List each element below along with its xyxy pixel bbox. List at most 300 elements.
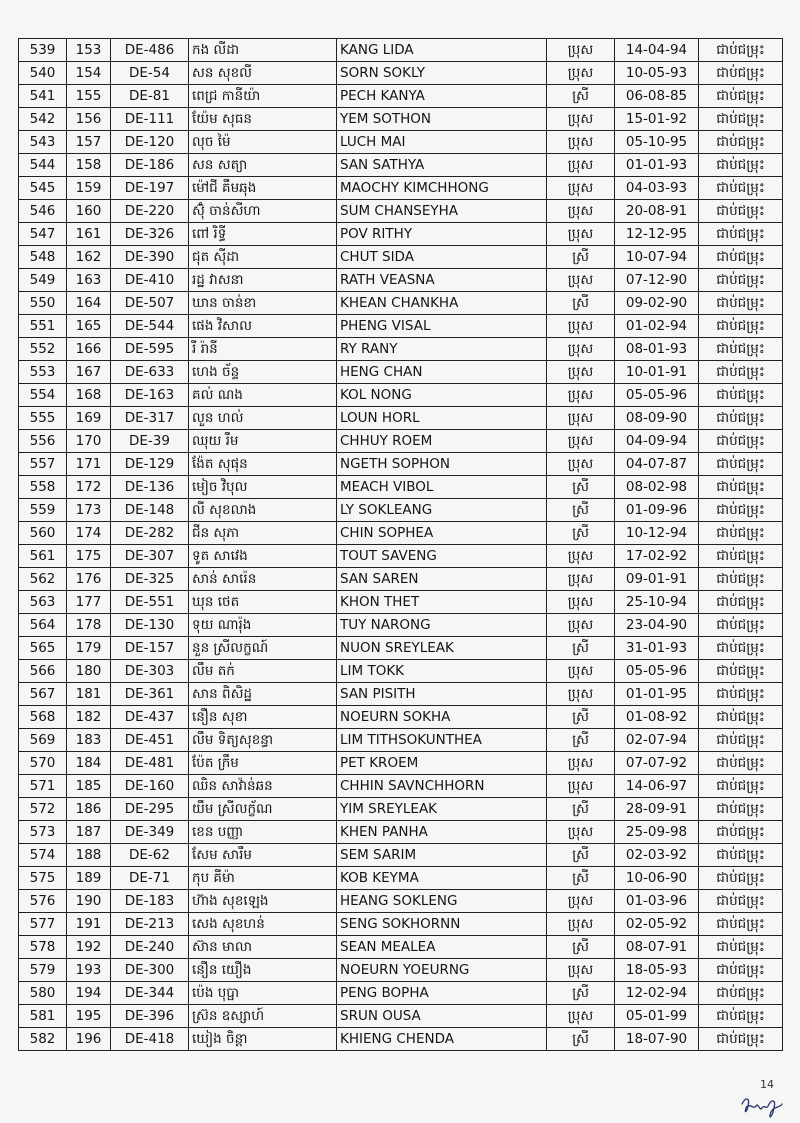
row-number: 560 — [19, 522, 67, 545]
name-latin: LIM TOKK — [337, 660, 547, 683]
result-status: ជាប់ជម្រុះ — [699, 591, 783, 614]
candidate-code: DE-213 — [111, 913, 189, 936]
date-of-birth: 04-03-93 — [615, 177, 699, 200]
gender: ស្រី — [547, 476, 615, 499]
result-status: ជាប់ជម្រុះ — [699, 499, 783, 522]
row-number: 575 — [19, 867, 67, 890]
result-status: ជាប់ជម្រុះ — [699, 1028, 783, 1051]
result-status: ជាប់ជម្រុះ — [699, 108, 783, 131]
name-latin: CHUT SIDA — [337, 246, 547, 269]
candidate-code: DE-390 — [111, 246, 189, 269]
row-number: 541 — [19, 85, 67, 108]
date-of-birth: 14-04-94 — [615, 39, 699, 62]
name-latin: POV RITHY — [337, 223, 547, 246]
name-latin: NGETH SOPHON — [337, 453, 547, 476]
name-latin: SEM SARIM — [337, 844, 547, 867]
date-of-birth: 02-05-92 — [615, 913, 699, 936]
sequence-number: 186 — [67, 798, 111, 821]
name-latin: YIM SREYLEAK — [337, 798, 547, 821]
result-status: ជាប់ជម្រុះ — [699, 637, 783, 660]
result-status: ជាប់ជម្រុះ — [699, 131, 783, 154]
date-of-birth: 12-12-95 — [615, 223, 699, 246]
table-row — [19, 476, 783, 499]
gender: ស្រី — [547, 85, 615, 108]
date-of-birth: 01-01-93 — [615, 154, 699, 177]
row-number: 581 — [19, 1005, 67, 1028]
date-of-birth: 31-01-93 — [615, 637, 699, 660]
table-row — [19, 361, 783, 384]
date-of-birth: 07-07-92 — [615, 752, 699, 775]
name-khmer: កង លីដា — [189, 39, 337, 62]
candidate-code: DE-633 — [111, 361, 189, 384]
sequence-number: 165 — [67, 315, 111, 338]
candidate-code: DE-481 — [111, 752, 189, 775]
candidate-code: DE-396 — [111, 1005, 189, 1028]
candidate-code: DE-507 — [111, 292, 189, 315]
row-number: 561 — [19, 545, 67, 568]
name-latin: KHON THET — [337, 591, 547, 614]
name-latin: KHIENG CHENDA — [337, 1028, 547, 1051]
result-status: ជាប់ជម្រុះ — [699, 1005, 783, 1028]
name-latin: TUY NARONG — [337, 614, 547, 637]
gender: ប្រុស — [547, 1005, 615, 1028]
row-number: 578 — [19, 936, 67, 959]
result-status: ជាប់ជម្រុះ — [699, 798, 783, 821]
date-of-birth: 17-02-92 — [615, 545, 699, 568]
date-of-birth: 01-09-96 — [615, 499, 699, 522]
name-latin: TOUT SAVENG — [337, 545, 547, 568]
name-latin: PECH KANYA — [337, 85, 547, 108]
result-status: ជាប់ជម្រុះ — [699, 844, 783, 867]
sequence-number: 162 — [67, 246, 111, 269]
name-khmer: ពេជ្រ កានីយ៉ា — [189, 85, 337, 108]
gender: ប្រុស — [547, 407, 615, 430]
name-khmer: យឹម ស្រីលក្ខ័ណ — [189, 798, 337, 821]
result-status: ជាប់ជម្រុះ — [699, 913, 783, 936]
date-of-birth: 18-07-90 — [615, 1028, 699, 1051]
name-latin: NUON SREYLEAK — [337, 637, 547, 660]
candidate-code: DE-282 — [111, 522, 189, 545]
result-status: ជាប់ជម្រុះ — [699, 752, 783, 775]
candidate-code: DE-163 — [111, 384, 189, 407]
result-status: ជាប់ជម្រុះ — [699, 775, 783, 798]
name-khmer: ឃាន ចាន់ខា — [189, 292, 337, 315]
table-row — [19, 430, 783, 453]
sequence-number: 195 — [67, 1005, 111, 1028]
gender: ប្រុស — [547, 959, 615, 982]
result-status: ជាប់ជម្រុះ — [699, 85, 783, 108]
sequence-number: 183 — [67, 729, 111, 752]
name-khmer: ជីន សុភា — [189, 522, 337, 545]
sequence-number: 158 — [67, 154, 111, 177]
name-khmer: ហ៊ាង សុខឡេង — [189, 890, 337, 913]
candidate-code: DE-62 — [111, 844, 189, 867]
table-row — [19, 384, 783, 407]
table-row — [19, 108, 783, 131]
name-latin: CHHUY ROEM — [337, 430, 547, 453]
page-number: 14 — [760, 1078, 774, 1091]
candidate-code: DE-160 — [111, 775, 189, 798]
candidate-code: DE-486 — [111, 39, 189, 62]
table-row — [19, 223, 783, 246]
date-of-birth: 25-09-98 — [615, 821, 699, 844]
name-khmer: លឹម ទិត្យសុខន្ធា — [189, 729, 337, 752]
candidate-code: DE-451 — [111, 729, 189, 752]
table-row — [19, 62, 783, 85]
gender: ស្រី — [547, 499, 615, 522]
gender: ប្រុស — [547, 338, 615, 361]
candidate-code: DE-220 — [111, 200, 189, 223]
sequence-number: 182 — [67, 706, 111, 729]
row-number: 563 — [19, 591, 67, 614]
result-status: ជាប់ជម្រុះ — [699, 568, 783, 591]
date-of-birth: 04-09-94 — [615, 430, 699, 453]
date-of-birth: 01-01-95 — [615, 683, 699, 706]
name-khmer: លុច ម៉ៃ — [189, 131, 337, 154]
name-khmer: ខេន បញ្ញា — [189, 821, 337, 844]
table-row — [19, 1028, 783, 1051]
sequence-number: 181 — [67, 683, 111, 706]
sequence-number: 164 — [67, 292, 111, 315]
sequence-number: 168 — [67, 384, 111, 407]
gender: ប្រុស — [547, 384, 615, 407]
row-number: 546 — [19, 200, 67, 223]
sequence-number: 171 — [67, 453, 111, 476]
name-latin: NOEURN SOKHA — [337, 706, 547, 729]
date-of-birth: 10-12-94 — [615, 522, 699, 545]
row-number: 555 — [19, 407, 67, 430]
table-row — [19, 338, 783, 361]
row-number: 542 — [19, 108, 67, 131]
table-row — [19, 499, 783, 522]
name-khmer: ជុត ស៊ីដា — [189, 246, 337, 269]
gender: ប្រុស — [547, 614, 615, 637]
name-latin: SAN PISITH — [337, 683, 547, 706]
result-status: ជាប់ជម្រុះ — [699, 292, 783, 315]
gender: ប្រុស — [547, 62, 615, 85]
table-row — [19, 39, 783, 62]
name-khmer: សាន ពិសិដ្ឋ — [189, 683, 337, 706]
name-latin: MAOCHY KIMCHHONG — [337, 177, 547, 200]
name-latin: KANG LIDA — [337, 39, 547, 62]
sequence-number: 179 — [67, 637, 111, 660]
row-number: 547 — [19, 223, 67, 246]
candidate-code: DE-39 — [111, 430, 189, 453]
sequence-number: 196 — [67, 1028, 111, 1051]
candidate-code: DE-325 — [111, 568, 189, 591]
date-of-birth: 04-07-87 — [615, 453, 699, 476]
gender: ស្រី — [547, 982, 615, 1005]
candidate-code: DE-186 — [111, 154, 189, 177]
name-khmer: ស៊ាន មាលា — [189, 936, 337, 959]
date-of-birth: 12-02-94 — [615, 982, 699, 1005]
candidate-code: DE-129 — [111, 453, 189, 476]
result-status: ជាប់ជម្រុះ — [699, 729, 783, 752]
table-body — [19, 39, 783, 1051]
sequence-number: 172 — [67, 476, 111, 499]
table-row — [19, 890, 783, 913]
name-khmer: លួន ហល់ — [189, 407, 337, 430]
candidate-code: DE-157 — [111, 637, 189, 660]
date-of-birth: 10-01-91 — [615, 361, 699, 384]
row-number: 558 — [19, 476, 67, 499]
result-status: ជាប់ជម្រុះ — [699, 890, 783, 913]
candidate-code: DE-81 — [111, 85, 189, 108]
table-row — [19, 200, 783, 223]
name-khmer: លី សុខលាង — [189, 499, 337, 522]
date-of-birth: 05-05-96 — [615, 660, 699, 683]
gender: ប្រុស — [547, 223, 615, 246]
date-of-birth: 02-07-94 — [615, 729, 699, 752]
row-number: 553 — [19, 361, 67, 384]
row-number: 573 — [19, 821, 67, 844]
result-status: ជាប់ជម្រុះ — [699, 821, 783, 844]
gender: ស្រី — [547, 706, 615, 729]
result-status: ជាប់ជម្រុះ — [699, 522, 783, 545]
result-status: ជាប់ជម្រុះ — [699, 660, 783, 683]
sequence-number: 177 — [67, 591, 111, 614]
name-khmer: សេង សុខហន់ — [189, 913, 337, 936]
table-row — [19, 453, 783, 476]
sequence-number: 157 — [67, 131, 111, 154]
gender: ប្រុស — [547, 683, 615, 706]
name-khmer: សាន់ សារ៉េន — [189, 568, 337, 591]
date-of-birth: 15-01-92 — [615, 108, 699, 131]
table-row — [19, 407, 783, 430]
name-latin: CHHIN SAVNCHHORN — [337, 775, 547, 798]
sequence-number: 187 — [67, 821, 111, 844]
date-of-birth: 28-09-91 — [615, 798, 699, 821]
gender: ស្រី — [547, 867, 615, 890]
result-status: ជាប់ជម្រុះ — [699, 867, 783, 890]
table-row — [19, 154, 783, 177]
sequence-number: 180 — [67, 660, 111, 683]
date-of-birth: 01-02-94 — [615, 315, 699, 338]
sequence-number: 185 — [67, 775, 111, 798]
gender: ប្រុស — [547, 568, 615, 591]
gender: ស្រី — [547, 729, 615, 752]
candidate-code: DE-197 — [111, 177, 189, 200]
result-status: ជាប់ជម្រុះ — [699, 476, 783, 499]
name-latin: LOUN HORL — [337, 407, 547, 430]
sequence-number: 193 — [67, 959, 111, 982]
table-row — [19, 568, 783, 591]
row-number: 554 — [19, 384, 67, 407]
sequence-number: 194 — [67, 982, 111, 1005]
gender: ស្រី — [547, 522, 615, 545]
name-latin: MEACH VIBOL — [337, 476, 547, 499]
name-khmer: ទុយ ណារ៉ុង — [189, 614, 337, 637]
date-of-birth: 05-05-96 — [615, 384, 699, 407]
gender: ប្រុស — [547, 269, 615, 292]
table-row — [19, 591, 783, 614]
name-latin: RATH VEASNA — [337, 269, 547, 292]
table-row — [19, 545, 783, 568]
table-row — [19, 85, 783, 108]
table-row — [19, 729, 783, 752]
result-status: ជាប់ជម្រុះ — [699, 706, 783, 729]
gender: ប្រុស — [547, 591, 615, 614]
name-latin: PET KROEM — [337, 752, 547, 775]
sequence-number: 178 — [67, 614, 111, 637]
name-khmer: សន សុខលី — [189, 62, 337, 85]
row-number: 548 — [19, 246, 67, 269]
sequence-number: 188 — [67, 844, 111, 867]
sequence-number: 189 — [67, 867, 111, 890]
name-khmer: ឈិន សាវ៉ាន់ឆន — [189, 775, 337, 798]
sequence-number: 173 — [67, 499, 111, 522]
name-latin: KOB KEYMA — [337, 867, 547, 890]
name-khmer: ប៉េង បុប្ផា — [189, 982, 337, 1005]
gender: ស្រី — [547, 1028, 615, 1051]
gender: ស្រី — [547, 798, 615, 821]
gender: ស្រី — [547, 246, 615, 269]
date-of-birth: 05-10-95 — [615, 131, 699, 154]
candidate-code: DE-303 — [111, 660, 189, 683]
row-number: 574 — [19, 844, 67, 867]
gender: ស្រី — [547, 292, 615, 315]
name-khmer: ស្រ៊ន ឧស្សាហ៍ — [189, 1005, 337, 1028]
table-row — [19, 683, 783, 706]
table-row — [19, 177, 783, 200]
result-status: ជាប់ជម្រុះ — [699, 430, 783, 453]
date-of-birth: 09-02-90 — [615, 292, 699, 315]
row-number: 572 — [19, 798, 67, 821]
result-status: ជាប់ជម្រុះ — [699, 338, 783, 361]
candidate-code: DE-317 — [111, 407, 189, 430]
candidate-code: DE-437 — [111, 706, 189, 729]
name-khmer: ឃុន ថេត — [189, 591, 337, 614]
row-number: 569 — [19, 729, 67, 752]
name-latin: SUM CHANSEYHA — [337, 200, 547, 223]
name-latin: HEANG SOKLENG — [337, 890, 547, 913]
sequence-number: 174 — [67, 522, 111, 545]
name-khmer: ស៊ុំ ចាន់សីហា — [189, 200, 337, 223]
sequence-number: 192 — [67, 936, 111, 959]
sequence-number: 170 — [67, 430, 111, 453]
row-number: 549 — [19, 269, 67, 292]
candidate-code: DE-54 — [111, 62, 189, 85]
result-status: ជាប់ជម្រុះ — [699, 223, 783, 246]
date-of-birth: 20-08-91 — [615, 200, 699, 223]
name-khmer: ផេង វិសាល — [189, 315, 337, 338]
result-status: ជាប់ជម្រុះ — [699, 177, 783, 200]
date-of-birth: 02-03-92 — [615, 844, 699, 867]
table-row — [19, 982, 783, 1005]
name-latin: SORN SOKLY — [337, 62, 547, 85]
table-row — [19, 706, 783, 729]
date-of-birth: 18-05-93 — [615, 959, 699, 982]
result-status: ជាប់ជម្រុះ — [699, 683, 783, 706]
sequence-number: 191 — [67, 913, 111, 936]
row-number: 576 — [19, 890, 67, 913]
date-of-birth: 01-03-96 — [615, 890, 699, 913]
name-khmer: ពៅ រិទ្ធី — [189, 223, 337, 246]
name-latin: KOL NONG — [337, 384, 547, 407]
table-row — [19, 913, 783, 936]
table-row — [19, 131, 783, 154]
row-number: 559 — [19, 499, 67, 522]
name-latin: PENG BOPHA — [337, 982, 547, 1005]
candidate-code: DE-544 — [111, 315, 189, 338]
name-khmer: ប៉ែត ក្រឹម — [189, 752, 337, 775]
gender: ប្រុស — [547, 821, 615, 844]
table-row — [19, 844, 783, 867]
result-status: ជាប់ជម្រុះ — [699, 315, 783, 338]
candidate-code: DE-349 — [111, 821, 189, 844]
name-khmer: ឈុយ រឹម — [189, 430, 337, 453]
row-number: 568 — [19, 706, 67, 729]
candidate-code: DE-130 — [111, 614, 189, 637]
row-number: 571 — [19, 775, 67, 798]
name-latin: YEM SOTHON — [337, 108, 547, 131]
table-row — [19, 867, 783, 890]
gender: ប្រុស — [547, 775, 615, 798]
candidate-code: DE-410 — [111, 269, 189, 292]
candidate-code: DE-307 — [111, 545, 189, 568]
table-row — [19, 614, 783, 637]
gender: ប្រុស — [547, 752, 615, 775]
signature-icon — [738, 1094, 786, 1122]
gender: ប្រុស — [547, 108, 615, 131]
sequence-number: 169 — [67, 407, 111, 430]
name-khmer: ម៉ៅជី គឹមឆុង — [189, 177, 337, 200]
sequence-number: 163 — [67, 269, 111, 292]
table-row — [19, 246, 783, 269]
gender: ប្រុស — [547, 361, 615, 384]
sequence-number: 161 — [67, 223, 111, 246]
gender: ស្រី — [547, 637, 615, 660]
name-khmer: ឃៀង ចិន្តា — [189, 1028, 337, 1051]
date-of-birth: 08-02-98 — [615, 476, 699, 499]
result-status: ជាប់ជម្រុះ — [699, 453, 783, 476]
results-table — [18, 38, 783, 1051]
table-row — [19, 752, 783, 775]
name-khmer: ង៉ែត សុផុន — [189, 453, 337, 476]
row-number: 544 — [19, 154, 67, 177]
sequence-number: 159 — [67, 177, 111, 200]
candidate-code: DE-344 — [111, 982, 189, 1005]
table-row — [19, 315, 783, 338]
result-status: ជាប់ជម្រុះ — [699, 62, 783, 85]
gender: ប្រុស — [547, 154, 615, 177]
row-number: 557 — [19, 453, 67, 476]
result-status: ជាប់ជម្រុះ — [699, 614, 783, 637]
name-latin: KHEAN CHANKHA — [337, 292, 547, 315]
name-latin: SENG SOKHORNN — [337, 913, 547, 936]
row-number: 545 — [19, 177, 67, 200]
name-khmer: លឹម តក់ — [189, 660, 337, 683]
name-khmer: រី រ៉ានី — [189, 338, 337, 361]
date-of-birth: 10-05-93 — [615, 62, 699, 85]
gender: ប្រុស — [547, 315, 615, 338]
name-latin: SAN SAREN — [337, 568, 547, 591]
candidate-code: DE-300 — [111, 959, 189, 982]
name-khmer: មៀច វិបុល — [189, 476, 337, 499]
candidate-code: DE-361 — [111, 683, 189, 706]
name-khmer: នឿន សុខា — [189, 706, 337, 729]
table-row — [19, 798, 783, 821]
table-row — [19, 269, 783, 292]
sequence-number: 176 — [67, 568, 111, 591]
row-number: 570 — [19, 752, 67, 775]
result-status: ជាប់ជម្រុះ — [699, 384, 783, 407]
row-number: 579 — [19, 959, 67, 982]
name-khmer: កុប គីម៉ា — [189, 867, 337, 890]
name-khmer: គល់ ណង — [189, 384, 337, 407]
gender: ប្រុស — [547, 660, 615, 683]
date-of-birth: 25-10-94 — [615, 591, 699, 614]
